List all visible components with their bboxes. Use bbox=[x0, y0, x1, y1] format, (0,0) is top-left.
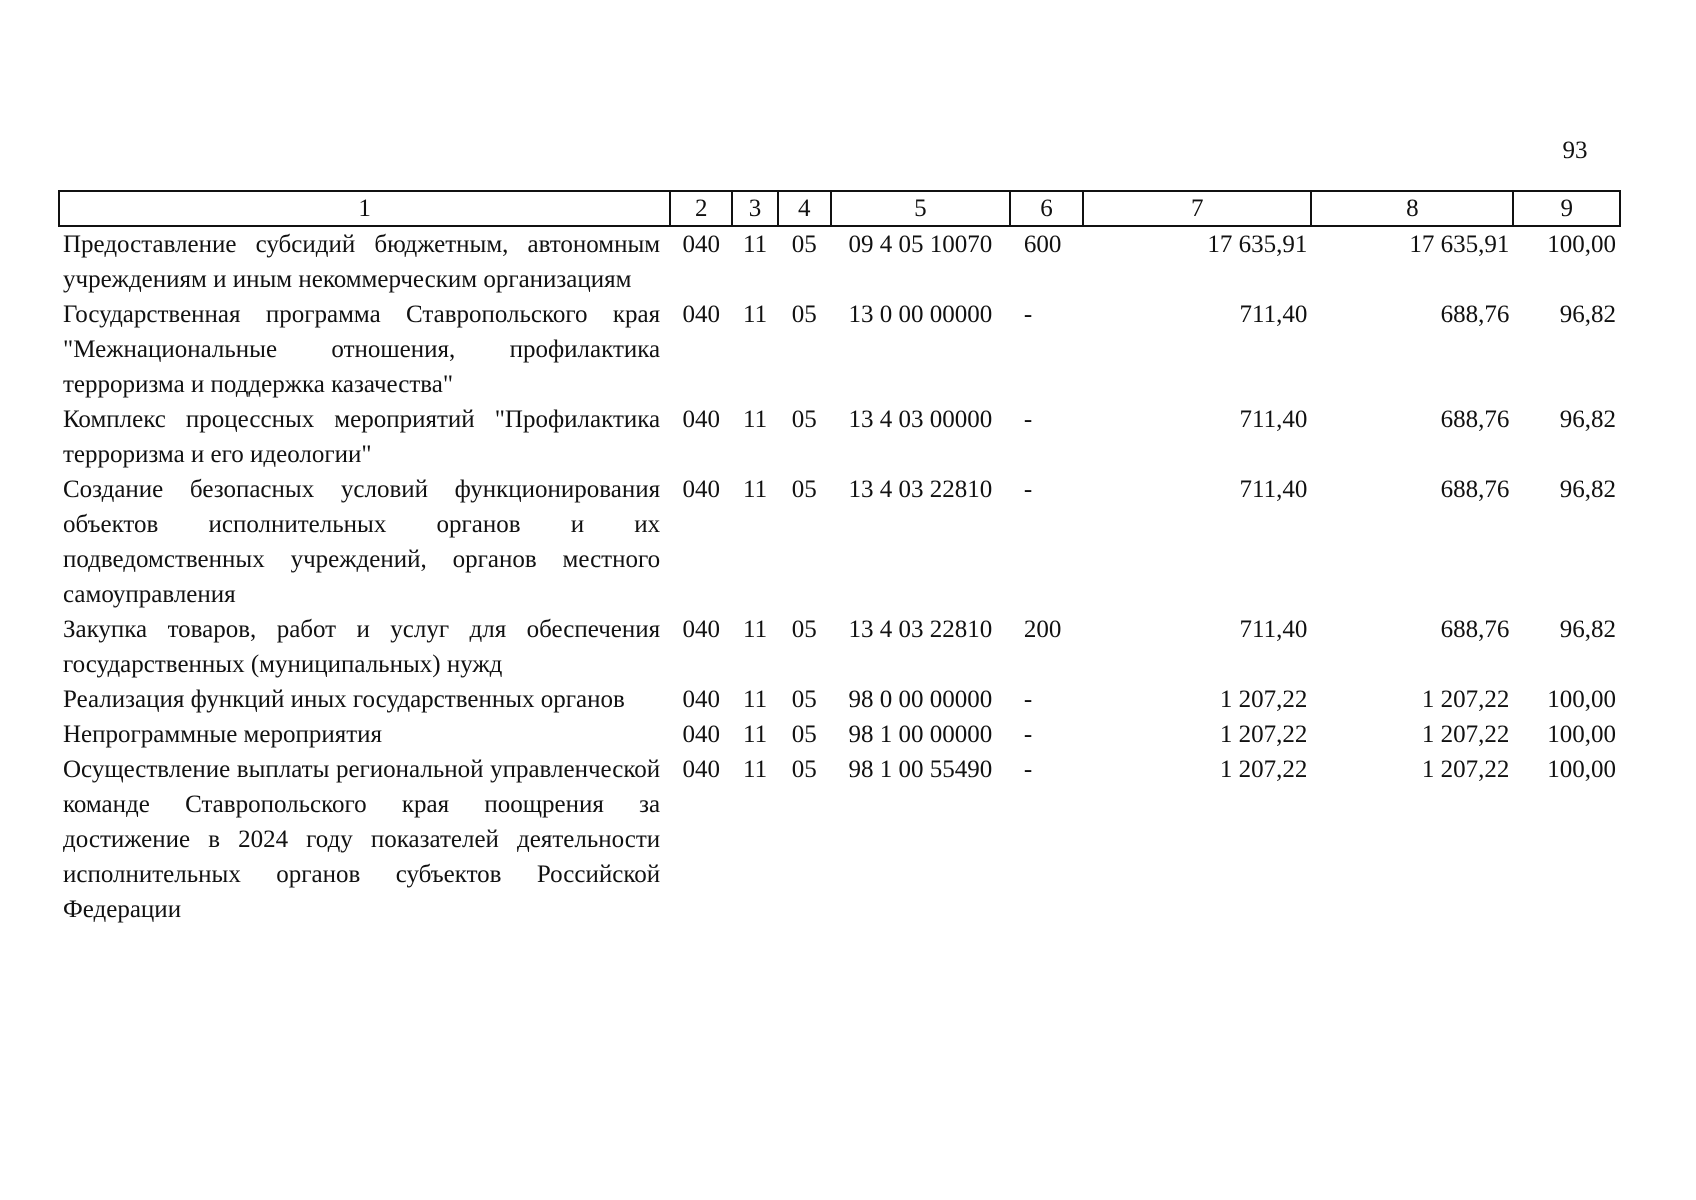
row-col-6: - bbox=[1023, 406, 1033, 433]
header-col-7: 7 bbox=[1083, 191, 1311, 226]
row-name: Реализация функций иных государственных органов bbox=[63, 686, 625, 713]
row-col-3: 11 bbox=[743, 301, 768, 328]
table-row bbox=[59, 682, 1620, 717]
row-col-4: 05 bbox=[791, 756, 817, 783]
table-row bbox=[59, 297, 1620, 402]
row-col-7: 1 207,22 bbox=[1219, 756, 1308, 783]
row-name: Осуществление выплаты региональной управленческой команде Ставропольского края поощрения за достижение в 2024 году показателей деятельности исполнительных органов субъектов Российской Федерации bbox=[63, 756, 661, 923]
header-row bbox=[59, 191, 1620, 226]
row-col-3: 11 bbox=[743, 721, 768, 748]
row-col-3: 11 bbox=[743, 231, 768, 258]
row-col-8: 688,76 bbox=[1440, 406, 1510, 433]
row-col-3: 11 bbox=[743, 616, 768, 643]
row-col-8: 1 207,22 bbox=[1421, 756, 1510, 783]
row-col-2: 040 bbox=[682, 301, 721, 328]
row-name: Непрограммные мероприятия bbox=[63, 721, 383, 748]
row-col-9: 96,82 bbox=[1559, 301, 1616, 328]
row-col-4: 05 bbox=[791, 231, 817, 258]
table-body bbox=[59, 226, 1620, 927]
row-col-9: 96,82 bbox=[1559, 406, 1616, 433]
row-name: Создание безопасных условий функционирования объектов исполнительных органов и их подведомственных учреждений, органов местного самоуправления bbox=[63, 476, 661, 608]
row-col-8: 688,76 bbox=[1440, 301, 1510, 328]
row-col-9: 96,82 bbox=[1559, 476, 1616, 503]
row-col-5: 09 4 05 10070 bbox=[848, 231, 993, 258]
row-col-2: 040 bbox=[682, 231, 721, 258]
header-col-8: 8 bbox=[1311, 191, 1513, 226]
row-col-9: 96,82 bbox=[1559, 616, 1616, 643]
row-col-7: 1 207,22 bbox=[1219, 721, 1308, 748]
row-col-5: 13 4 03 00000 bbox=[848, 406, 993, 433]
row-col-7: 1 207,22 bbox=[1219, 686, 1308, 713]
row-col-2: 040 bbox=[682, 476, 721, 503]
row-col-8: 1 207,22 bbox=[1421, 686, 1510, 713]
row-col-2: 040 bbox=[682, 686, 721, 713]
row-col-2: 040 bbox=[682, 406, 721, 433]
row-name: Закупка товаров, работ и услуг для обеспечения государственных (муниципальных) нужд bbox=[63, 616, 661, 678]
row-col-6: - bbox=[1023, 301, 1033, 328]
header-col-4: 4 bbox=[778, 191, 831, 226]
row-col-5: 98 1 00 00000 bbox=[848, 721, 993, 748]
table-row bbox=[59, 717, 1620, 752]
row-col-7: 711,40 bbox=[1239, 476, 1308, 503]
row-col-4: 05 bbox=[791, 721, 817, 748]
row-col-8: 688,76 bbox=[1440, 476, 1510, 503]
row-col-5: 13 0 00 00000 bbox=[848, 301, 993, 328]
table-header bbox=[59, 191, 1620, 226]
row-col-9: 100,00 bbox=[1547, 686, 1616, 713]
header-col-5: 5 bbox=[831, 191, 1010, 226]
row-col-2: 040 bbox=[682, 616, 721, 643]
row-col-6: 200 bbox=[1023, 616, 1062, 643]
row-col-9: 100,00 bbox=[1547, 231, 1616, 258]
row-col-8: 1 207,22 bbox=[1421, 721, 1510, 748]
row-col-4: 05 bbox=[791, 616, 817, 643]
header-col-9: 9 bbox=[1513, 191, 1620, 226]
row-col-4: 05 bbox=[791, 301, 817, 328]
row-col-4: 05 bbox=[791, 476, 817, 503]
row-col-9: 100,00 bbox=[1547, 721, 1616, 748]
row-col-4: 05 bbox=[791, 686, 817, 713]
table-row bbox=[59, 226, 1620, 297]
table-row bbox=[59, 402, 1620, 472]
row-col-7: 17 635,91 bbox=[1207, 231, 1308, 258]
row-col-7: 711,40 bbox=[1239, 616, 1308, 643]
page-number: 93 bbox=[1562, 137, 1588, 164]
row-col-5: 13 4 03 22810 bbox=[848, 476, 993, 503]
table-row bbox=[59, 752, 1620, 927]
budget-table bbox=[58, 190, 1621, 927]
row-col-9: 100,00 bbox=[1547, 756, 1616, 783]
header-col-6: 6 bbox=[1010, 191, 1083, 226]
row-name: Государственная программа Ставропольского края "Межнациональные отношения, профилактика терроризма и поддержка казачества" bbox=[63, 301, 661, 398]
row-col-7: 711,40 bbox=[1239, 406, 1308, 433]
row-col-2: 040 bbox=[682, 721, 721, 748]
row-name: Предоставление субсидий бюджетным, автономным учреждениям и иным некоммерческим организациям bbox=[63, 231, 661, 293]
row-col-5: 13 4 03 22810 bbox=[848, 616, 993, 643]
header-col-2: 2 bbox=[670, 191, 732, 226]
row-col-3: 11 bbox=[743, 756, 768, 783]
row-col-2: 040 bbox=[682, 756, 721, 783]
row-col-3: 11 bbox=[743, 686, 768, 713]
row-col-4: 05 bbox=[791, 406, 817, 433]
row-col-6: - bbox=[1023, 756, 1033, 783]
row-col-5: 98 0 00 00000 bbox=[848, 686, 993, 713]
row-col-7: 711,40 bbox=[1239, 301, 1308, 328]
header-col-1: 1 bbox=[59, 191, 670, 226]
table-row bbox=[59, 612, 1620, 682]
row-name: Комплекс процессных мероприятий "Профилактика терроризма и его идеологии" bbox=[63, 406, 661, 468]
row-col-3: 11 bbox=[743, 406, 768, 433]
row-col-6: - bbox=[1023, 721, 1033, 748]
row-col-6: - bbox=[1023, 686, 1033, 713]
row-col-8: 17 635,91 bbox=[1409, 231, 1510, 258]
row-col-6: - bbox=[1023, 476, 1033, 503]
row-col-8: 688,76 bbox=[1440, 616, 1510, 643]
table-row bbox=[59, 472, 1620, 612]
row-col-6: 600 bbox=[1023, 231, 1062, 258]
header-col-3: 3 bbox=[732, 191, 777, 226]
row-col-5: 98 1 00 55490 bbox=[848, 756, 993, 783]
row-col-3: 11 bbox=[743, 476, 768, 503]
